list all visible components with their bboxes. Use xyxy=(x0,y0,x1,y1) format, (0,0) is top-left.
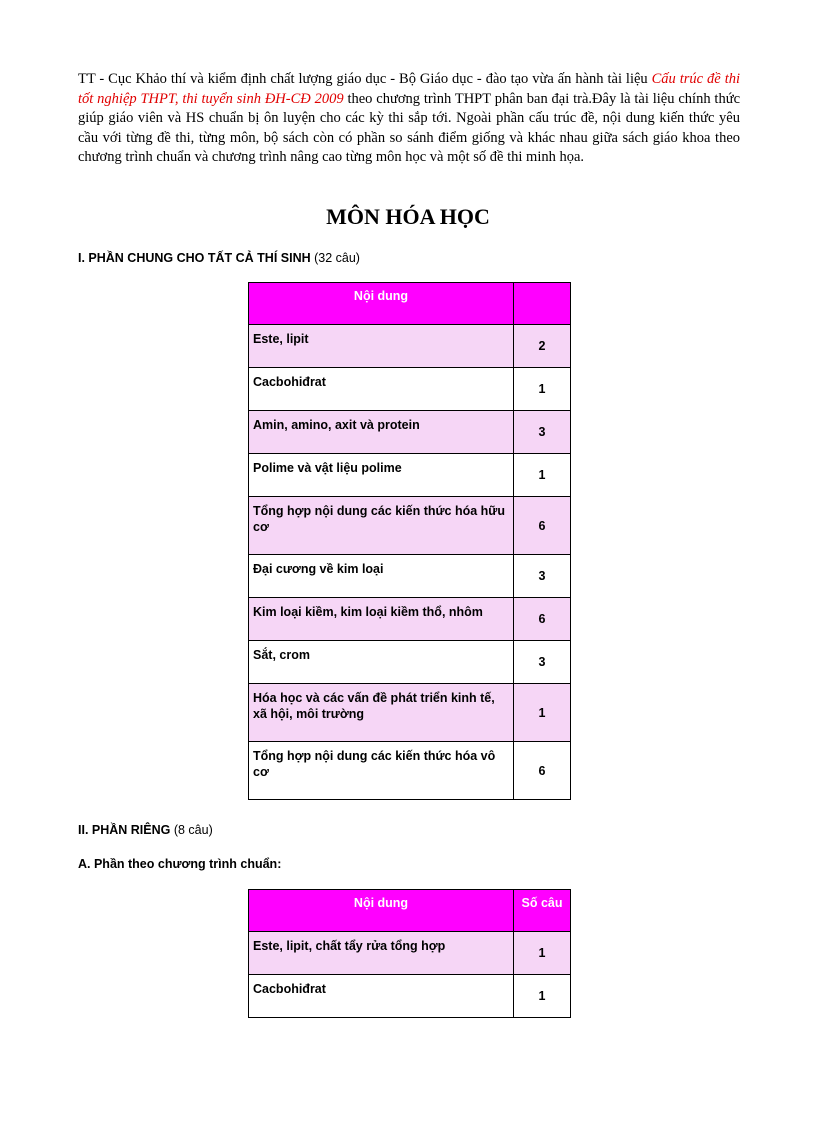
intro-paragraph xyxy=(78,70,740,168)
row-count: 1 xyxy=(514,684,571,742)
table-row xyxy=(249,932,571,975)
row-content: Cacbohiđrat xyxy=(249,368,514,411)
intro-highlight-title: Cấu trúc đề thi tốt nghiệp THPT, thi tuyển sinh ĐH-CĐ 2009 xyxy=(78,71,741,107)
common-content-table xyxy=(248,282,571,800)
row-content: Kim loại kiềm, kim loại kiềm thổ, nhôm xyxy=(249,598,514,641)
row-content: Đại cương về kim loại xyxy=(249,555,514,598)
table-row xyxy=(249,684,571,742)
row-count: 3 xyxy=(514,411,571,454)
table-row xyxy=(249,742,571,800)
row-count: 1 xyxy=(514,368,571,411)
section1-heading xyxy=(78,251,360,265)
section1-question-count: (32 câu) xyxy=(310,251,360,265)
table-row xyxy=(249,641,571,684)
table-row xyxy=(249,325,571,368)
row-content: Este, lipit xyxy=(249,325,514,368)
row-count: 6 xyxy=(514,742,571,800)
row-count: 1 xyxy=(514,975,571,1018)
row-count: 6 xyxy=(514,598,571,641)
table-row xyxy=(249,598,571,641)
table-row xyxy=(249,411,571,454)
section2-subheading-label: A. Phần theo chương trình chuẩn: xyxy=(78,857,282,871)
table-row xyxy=(249,454,571,497)
row-count: 3 xyxy=(514,641,571,684)
section2-subheading xyxy=(78,857,281,871)
row-content: Tổng hợp nội dung các kiến thức hóa hữu cơ xyxy=(249,497,514,555)
row-count: 3 xyxy=(514,555,571,598)
row-content: Este, lipit, chất tẩy rửa tổng hợp xyxy=(249,932,514,975)
page-title: MÔN HÓA HỌC xyxy=(326,204,490,229)
row-content: Cacbohiđrat xyxy=(249,975,514,1018)
row-content: Sắt, crom xyxy=(249,641,514,684)
table-header-count: Số câu xyxy=(514,890,571,932)
row-count: 1 xyxy=(514,932,571,975)
row-content: Tổng hợp nội dung các kiến thức hóa vô cơ xyxy=(249,742,514,800)
section1-heading-label: I. PHẦN CHUNG CHO TẤT CẢ THÍ SINH xyxy=(78,251,311,265)
table-row xyxy=(249,368,571,411)
table-header-content: Nội dung xyxy=(249,890,514,932)
table-row xyxy=(249,975,571,1018)
table-header-count xyxy=(514,283,571,325)
table-header-content: Nội dung xyxy=(249,283,514,325)
row-content: Amin, amino, axit và protein xyxy=(249,411,514,454)
section2-heading-label: II. PHẦN RIÊNG xyxy=(78,823,171,837)
row-count: 6 xyxy=(514,497,571,555)
standard-program-table xyxy=(248,889,571,1018)
table-row xyxy=(249,497,571,555)
row-content: Hóa học và các vấn đề phát triển kinh tế, xã hội, môi trường xyxy=(249,684,514,742)
intro-text-2: theo chương trình THPT phân ban đại trà.Đây là tài liệu chính thức giúp giáo viên và HS chuẩn bị ôn luyện cho các kỳ thi sắp tới. Ngoài phần cấu trúc đề, nội dung kiến thức yêu cầu với từng đề thi, từng môn, bộ sách còn có phần so sánh điểm giống và khác nhau giữa sách giáo khoa theo chương trình chuẩn và chương trình nâng cao từng môn học và một số đề thi minh họa. xyxy=(78,90,740,165)
intro-text-1: TT - Cục Khảo thí và kiểm định chất lượng giáo dục - Bộ Giáo dục - đào tạo vừa ấn hành tài liệu xyxy=(78,71,652,87)
row-count: 2 xyxy=(514,325,571,368)
table-row xyxy=(249,555,571,598)
row-content: Polime và vật liệu polime xyxy=(249,454,514,497)
section2-question-count: (8 câu) xyxy=(170,823,213,837)
row-count: 1 xyxy=(514,454,571,497)
section2-heading xyxy=(78,823,213,837)
